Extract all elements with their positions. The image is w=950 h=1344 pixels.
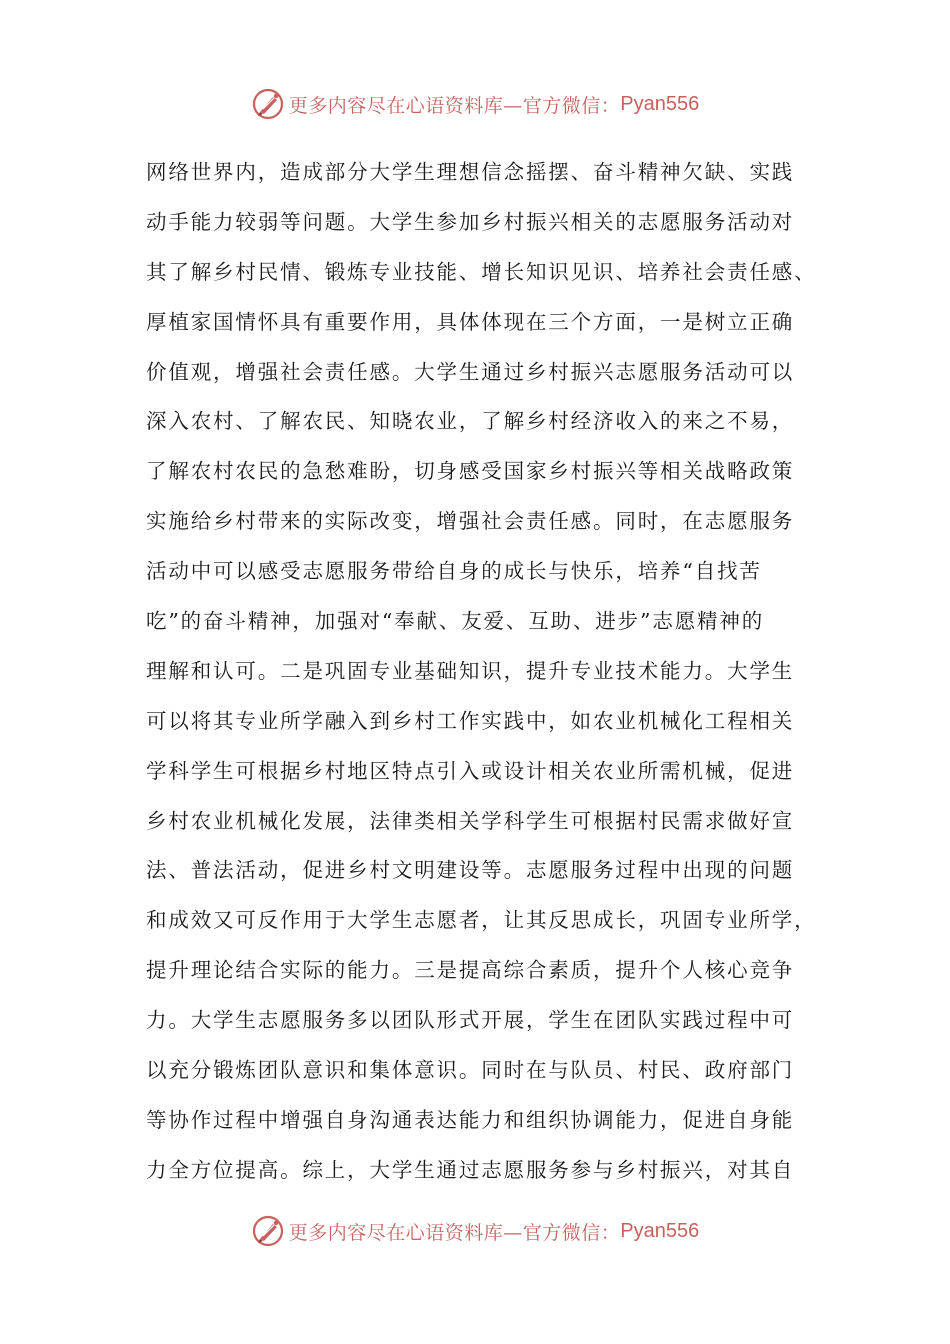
text-line: 和成效又可反作用于大学生志愿者，让其反思成长，巩固专业所学， (146, 908, 817, 933)
text-line: 力。大学生志愿服务多以团队形式开展，学生在团队实践过程中可 (146, 1008, 795, 1033)
footer-wechat-id: Pyan556 (620, 1219, 700, 1242)
text-line: 价值观，增强社会责任感。大学生通过乡村振兴志愿服务活动可以 (146, 359, 795, 384)
footer-banner-text: 更多内容尽在心语资料库—官方微信： (288, 1221, 621, 1244)
text-line: 动手能力较弱等问题。大学生参加乡村振兴相关的志愿服务活动对 (146, 209, 795, 234)
text-line: 法、普法活动，促进乡村文明建设等。志愿服务过程中出现的问题 (146, 858, 795, 883)
text-line: 等协作过程中增强自身沟通表达能力和组织协调能力，促进自身能 (146, 1107, 795, 1132)
text-line: 吃”的奋斗精神，加强对“奉献、友爱、互助、进步”志愿精神的 (146, 609, 765, 634)
text-line: 网络世界内，造成部分大学生理想信念摇摆、奋斗精神欠缺、实践 (146, 160, 795, 184)
pen-nib-logo-icon (251, 1214, 285, 1248)
text-line: 活动中可以感受志愿服务带给自身的成长与快乐，培养“自找苦 (146, 559, 762, 584)
text-line: 了解农村农民的急愁难盼，切身感受国家乡村振兴等相关战略政策 (146, 459, 795, 484)
pen-nib-logo-icon (251, 87, 285, 121)
text-line: 提升理论结合实际的能力。三是提高综合素质，提升个人核心竞争 (146, 958, 795, 983)
header-banner-text: 更多内容尽在心语资料库—官方微信： (288, 94, 621, 117)
text-line: 学科学生可根据乡村地区特点引入或设计相关农业所需机械，促进 (146, 758, 795, 783)
text-line: 可以将其专业所学融入到乡村工作实践中，如农业机械化工程相关 (146, 708, 795, 733)
text-line: 理解和认可。二是巩固专业基础知识，提升专业技术能力。大学生 (146, 658, 795, 683)
text-line: 其了解乡村民情、锻炼专业技能、增长知识见识、培养社会责任感、 (146, 259, 817, 284)
text-line: 厚植家国情怀具有重要作用，具体体现在三个方面，一是树立正确 (146, 309, 795, 334)
text-line: 力全方位提高。综上，大学生通过志愿服务参与乡村振兴，对其自 (146, 1157, 795, 1182)
header-wechat-id: Pyan556 (620, 92, 700, 115)
text-line: 以充分锻炼团队意识和集体意识。同时在与队员、村民、政府部门 (146, 1058, 795, 1083)
document-body (146, 148, 836, 1196)
text-line: 乡村农业机械化发展，法律类相关学科学生可根据村民需求做好宣 (146, 808, 795, 833)
text-line: 深入农村、了解农民、知晓农业，了解乡村经济收入的来之不易， (146, 409, 795, 434)
text-line: 实施给乡村带来的实际改变，增强社会责任感。同时，在志愿服务 (146, 509, 795, 534)
footer-banner (0, 1209, 950, 1253)
header-banner (0, 82, 950, 126)
